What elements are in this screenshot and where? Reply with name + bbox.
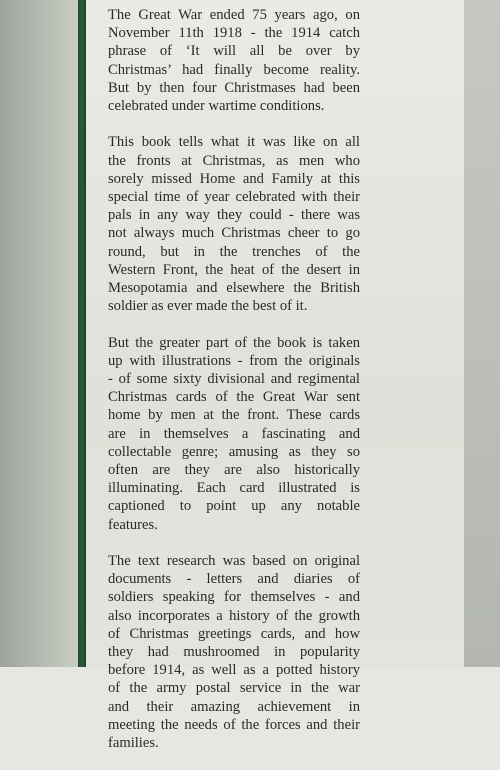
text-line: families. (108, 735, 159, 752)
background-left (0, 0, 78, 667)
blurb-paragraph-2 (108, 133, 360, 315)
text-line: - of some sixty divisional and regimental (108, 371, 360, 388)
text-line: they had mushroomed in popularity (108, 644, 360, 661)
text-line: special time of year celebrated with their (108, 189, 360, 206)
text-line: are in themselves a fascinating and (108, 425, 360, 442)
text-line: the fronts at Christmas, as men who (108, 152, 360, 169)
text-line: sorely missed Home and Family at this (108, 170, 360, 187)
text-line: soldier as ever made the best of it. (108, 298, 308, 315)
text-line: collectable genre; amusing as they so (108, 443, 360, 460)
text-line: But the greater part of the book is taken (108, 334, 360, 351)
text-line: of Christmas greetings cards, and how (108, 625, 360, 642)
text-line: often are they are also historically (108, 462, 360, 479)
text-line: round, but in the trenches of the (108, 243, 360, 260)
text-line: celebrated under wartime conditions. (108, 98, 325, 115)
text-line: meeting the needs of the forces and their (108, 716, 360, 733)
text-line: pals in any way they could - there was (108, 207, 360, 224)
text-line: The text research was based on original (108, 553, 360, 570)
text-line: features. (108, 516, 158, 533)
text-line: phrase of ‘It will all be over by (108, 43, 360, 60)
text-line: Christmas cards of the Great War sent (108, 389, 360, 406)
blurb-paragraph-3 (108, 334, 360, 534)
text-line: of the army postal service in the war (108, 680, 360, 697)
blurb-paragraph-1 (108, 6, 360, 115)
text-line: home by men at the front. These cards (108, 407, 360, 424)
text-line: But by then four Christmases had been (108, 79, 360, 96)
background-right (464, 0, 500, 667)
text-line: before 1914, as well as a potted history (108, 662, 360, 679)
text-line: documents - letters and diaries of (108, 571, 360, 588)
text-line: and their amazing achievement in (108, 698, 360, 715)
text-line: not always much Christmas cheer to go (108, 225, 360, 242)
text-line: Western Front, the heat of the desert in (108, 261, 360, 278)
book-spine-stripe (78, 0, 86, 667)
text-line: also incorporates a history of the growth (108, 607, 360, 624)
blurb-paragraph-4 (108, 552, 360, 752)
text-line: November 11th 1918 - the 1914 catch (108, 25, 360, 42)
text-line: soldiers speaking for themselves - and (108, 589, 360, 606)
text-line: illuminating. Each card illustrated is (108, 480, 360, 497)
text-line: The Great War ended 75 years ago, on (108, 7, 360, 23)
text-line: captioned to point up any notable (108, 498, 360, 515)
text-line: Christmas’ had finally become reality. (108, 61, 360, 78)
text-line: up with illustrations - from the originals (108, 352, 360, 369)
text-line: This book tells what it was like on all (108, 134, 360, 151)
text-line: Mesopotamia and elsewhere the British (108, 280, 360, 297)
cover-blurb-text (108, 6, 360, 770)
